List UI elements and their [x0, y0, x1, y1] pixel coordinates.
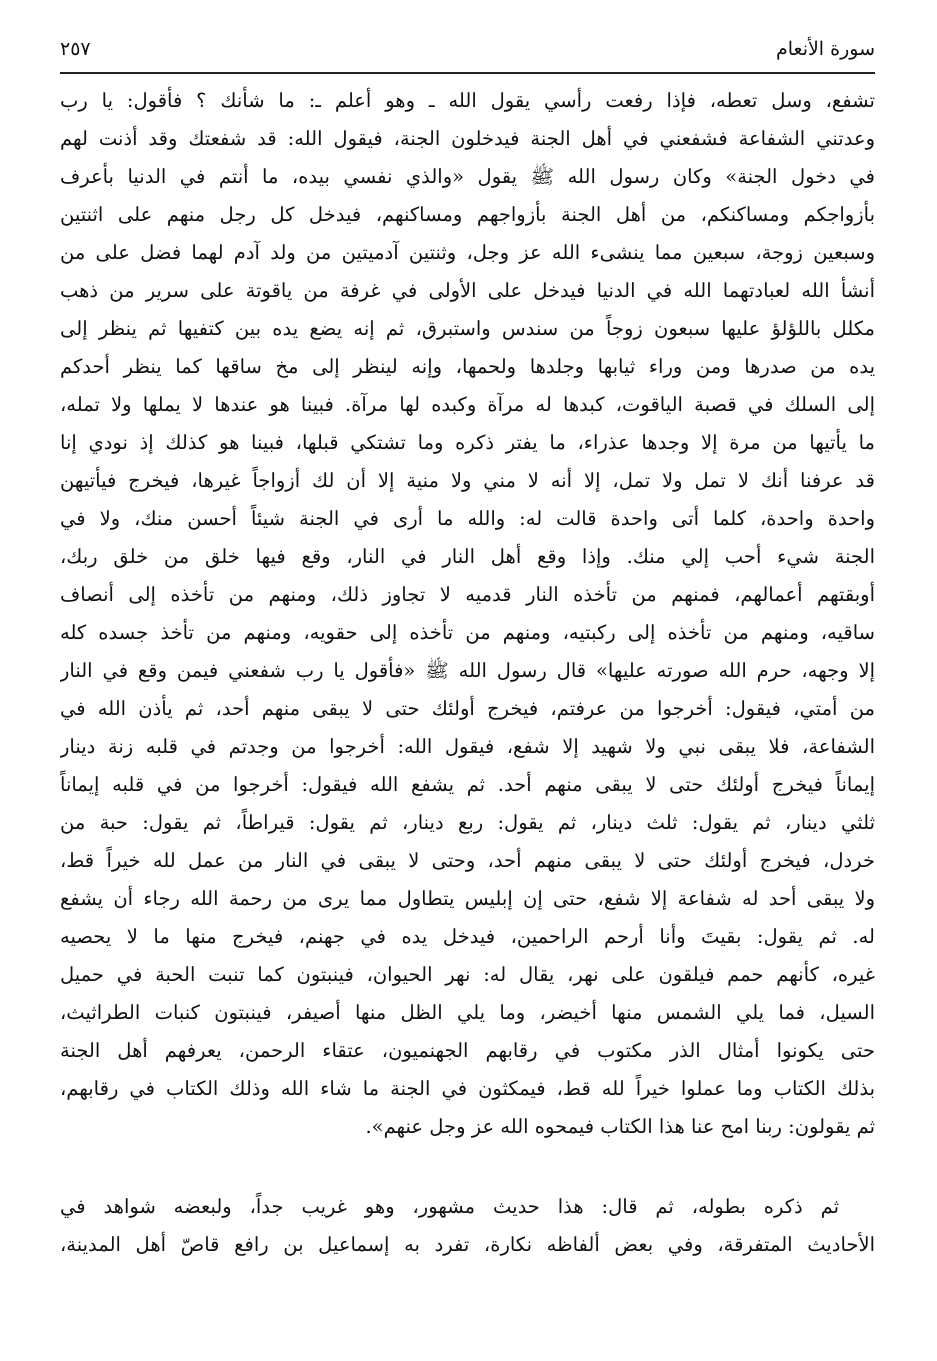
text-line: بذلك الكتاب وما عملوا خيراً لله قط، فيمكثون في الجنة ما شاء الله وذلك الكتاب في رقابهم، — [60, 1077, 875, 1100]
text-line: إلا وجهه، حرم الله صورته عليها» قال رسول الله ﷺ «فأقول يا رب شفعني فيمن وقع في النار — [60, 659, 875, 682]
text-line: الأحاديث المتفرقة، وفي بعض ألفاظه نكارة، تفرد به إسماعيل بن رافع قاصّ أهل المدينة، — [60, 1233, 875, 1256]
text-line: حتى يكونوا أمثال الذر مكتوب في رقابهم الجهنميون، عتقاء الرحمن، يعرفهم أهل الجنة — [60, 1039, 875, 1062]
paragraph — [60, 1188, 875, 1264]
page-body — [60, 82, 875, 1264]
text-line: الشفاعة، فلا يبقى نبي ولا شهيد إلا شفع، فيقول الله: أخرجوا من وجدتم في قلبه زنة دينار — [60, 735, 875, 758]
text-line: واحدة واحدة، كلما أتى واحدة قالت له: والله ما أرى في الجنة شيئاً أحسن منك، ولا في — [60, 507, 875, 530]
text-line: ثم يقولون: ربنا امح عنا هذا الكتاب فيمحوه الله عز وجل عنهم». — [365, 1115, 875, 1138]
text-line: من أمتي، فيقول: أخرجوا من عرفتم، فيخرج أولئك حتى لا يبقى منهم أحد، ثم يأذن الله في — [60, 697, 875, 720]
text-line: غيره، كأنهم حمم فيلقون على نهر، يقال له: نهر الحيوان، فينبتون كما تنبت الحبة في حميل — [60, 963, 875, 986]
text-line: ما يأتيها من مرة إلا وجدها عذراء، ما يفتر ذكره وما تشتكي قبلها، فبينا هو كذلك إذ نودي إنا — [60, 431, 875, 454]
text-line: بأزواجكم ومساكنكم، من أهل الجنة بأزواجهم ومساكنهم، فيدخل كل رجل منهم على اثنتين — [60, 203, 875, 226]
text-line: إلى السلك في قصبة الياقوت، كبدها له مرآة وكبده لها مرآة. فبينا هو عندها لا يملها ولا تمله، — [60, 393, 875, 416]
text-line: ولا يبقى أحد له شفاعة إلا شفع، حتى إن إبليس يتطاول مما يرى من رحمة الله رجاء أن يشفع — [60, 887, 875, 910]
text-line: إيماناً فيخرج أولئك حتى لا يبقى منهم أحد. ثم يشفع الله فيقول: أخرجوا من في قلبه إيماناً — [60, 773, 875, 796]
page-header — [60, 38, 875, 74]
surah-title: سورة الأنعام — [775, 38, 875, 60]
paragraph — [60, 82, 875, 1146]
text-line: الجنة شيء أحب إلي منك. وإذا وقع أهل النار في النار، وقع فيها خلق من خلق ربك، — [60, 545, 875, 568]
text-line: ثم ذكره بطوله، ثم قال: هذا حديث مشهور، وهو غريب جداً، ولبعضه شواهد في — [60, 1195, 839, 1218]
text-line: وسبعين زوجة، سبعين مما ينشىء الله عز وجل، وثنتين آدميتين من ولد آدم لهما فضل على من — [60, 241, 875, 264]
text-line: ثلثي دينار، ثم يقول: ثلث دينار، ثم يقول: ربع دينار، ثم يقول: قيراطاً، ثم يقول: حبة من — [60, 811, 875, 834]
text-line: تشفع، وسل تعطه، فإذا رفعت رأسي يقول الله ـ وهو أعلم ـ: ما شأنك ؟ فأقول: يا رب — [60, 89, 875, 112]
text-line: ساقيه، ومنهم من تأخذه إلى ركبتيه، ومنهم من تأخذه إلى حقويه، ومنهم من تأخذ جسده كله — [60, 621, 875, 644]
text-line: له. ثم يقول: بقيتَ وأنا أرحم الراحمين، فيدخل يده في جهنم، فيخرج منها ما لا يحصيه — [60, 925, 875, 948]
paragraph-gap — [60, 1146, 875, 1188]
text-line: في دخول الجنة» وكان رسول الله ﷺ يقول «والذي نفسي بيده، ما أنتم في الدنيا بأعرف — [60, 165, 875, 188]
text-line: يده من صدرها ومن وراء ثيابها وجلدها ولحمها، وإنه لينظر إلى مخ ساقها كما ينظر أحدكم — [60, 355, 875, 378]
text-line: خردل، فيخرج أولئك حتى لا يبقى منهم أحد، وحتى لا يبقى في النار من عمل لله خيراً قط، — [60, 849, 875, 872]
text-line: قد عرفنا أنك لا تمل ولا تمل، إلا أنه لا مني ولا منية إلا أن لك أزواجاً غيرها، فيخرج فيأتيهن — [60, 469, 875, 492]
page-number: ٢٥٧ — [60, 38, 91, 60]
text-line: أنشأ الله لعبادتهما الله في الدنيا فيدخل على الأولى في غرفة من ياقوتة على سرير من ذهب — [60, 279, 875, 302]
text-line: السيل، فما يلي الشمس منها أخيضر، وما يلي الظل منها أصيفر، فينبتون كنبات الطراثيث، — [60, 1001, 875, 1024]
text-line: مكلل باللؤلؤ عليها سبعون زوجاً من سندس واستبرق، ثم إنه يضع يده بين كتفيها ثم ينظر إلى — [60, 317, 875, 340]
text-line: أوبقتهم أعمالهم، فمنهم من تأخذه النار قدميه لا تجاوز ذلك، ومنهم من تأخذه إلى أنصاف — [60, 583, 875, 606]
text-line: وعدتني الشفاعة فشفعني في أهل الجنة فيدخلون الجنة، فيقول الله: قد شفعتك وقد أذنت لهم — [60, 127, 875, 150]
